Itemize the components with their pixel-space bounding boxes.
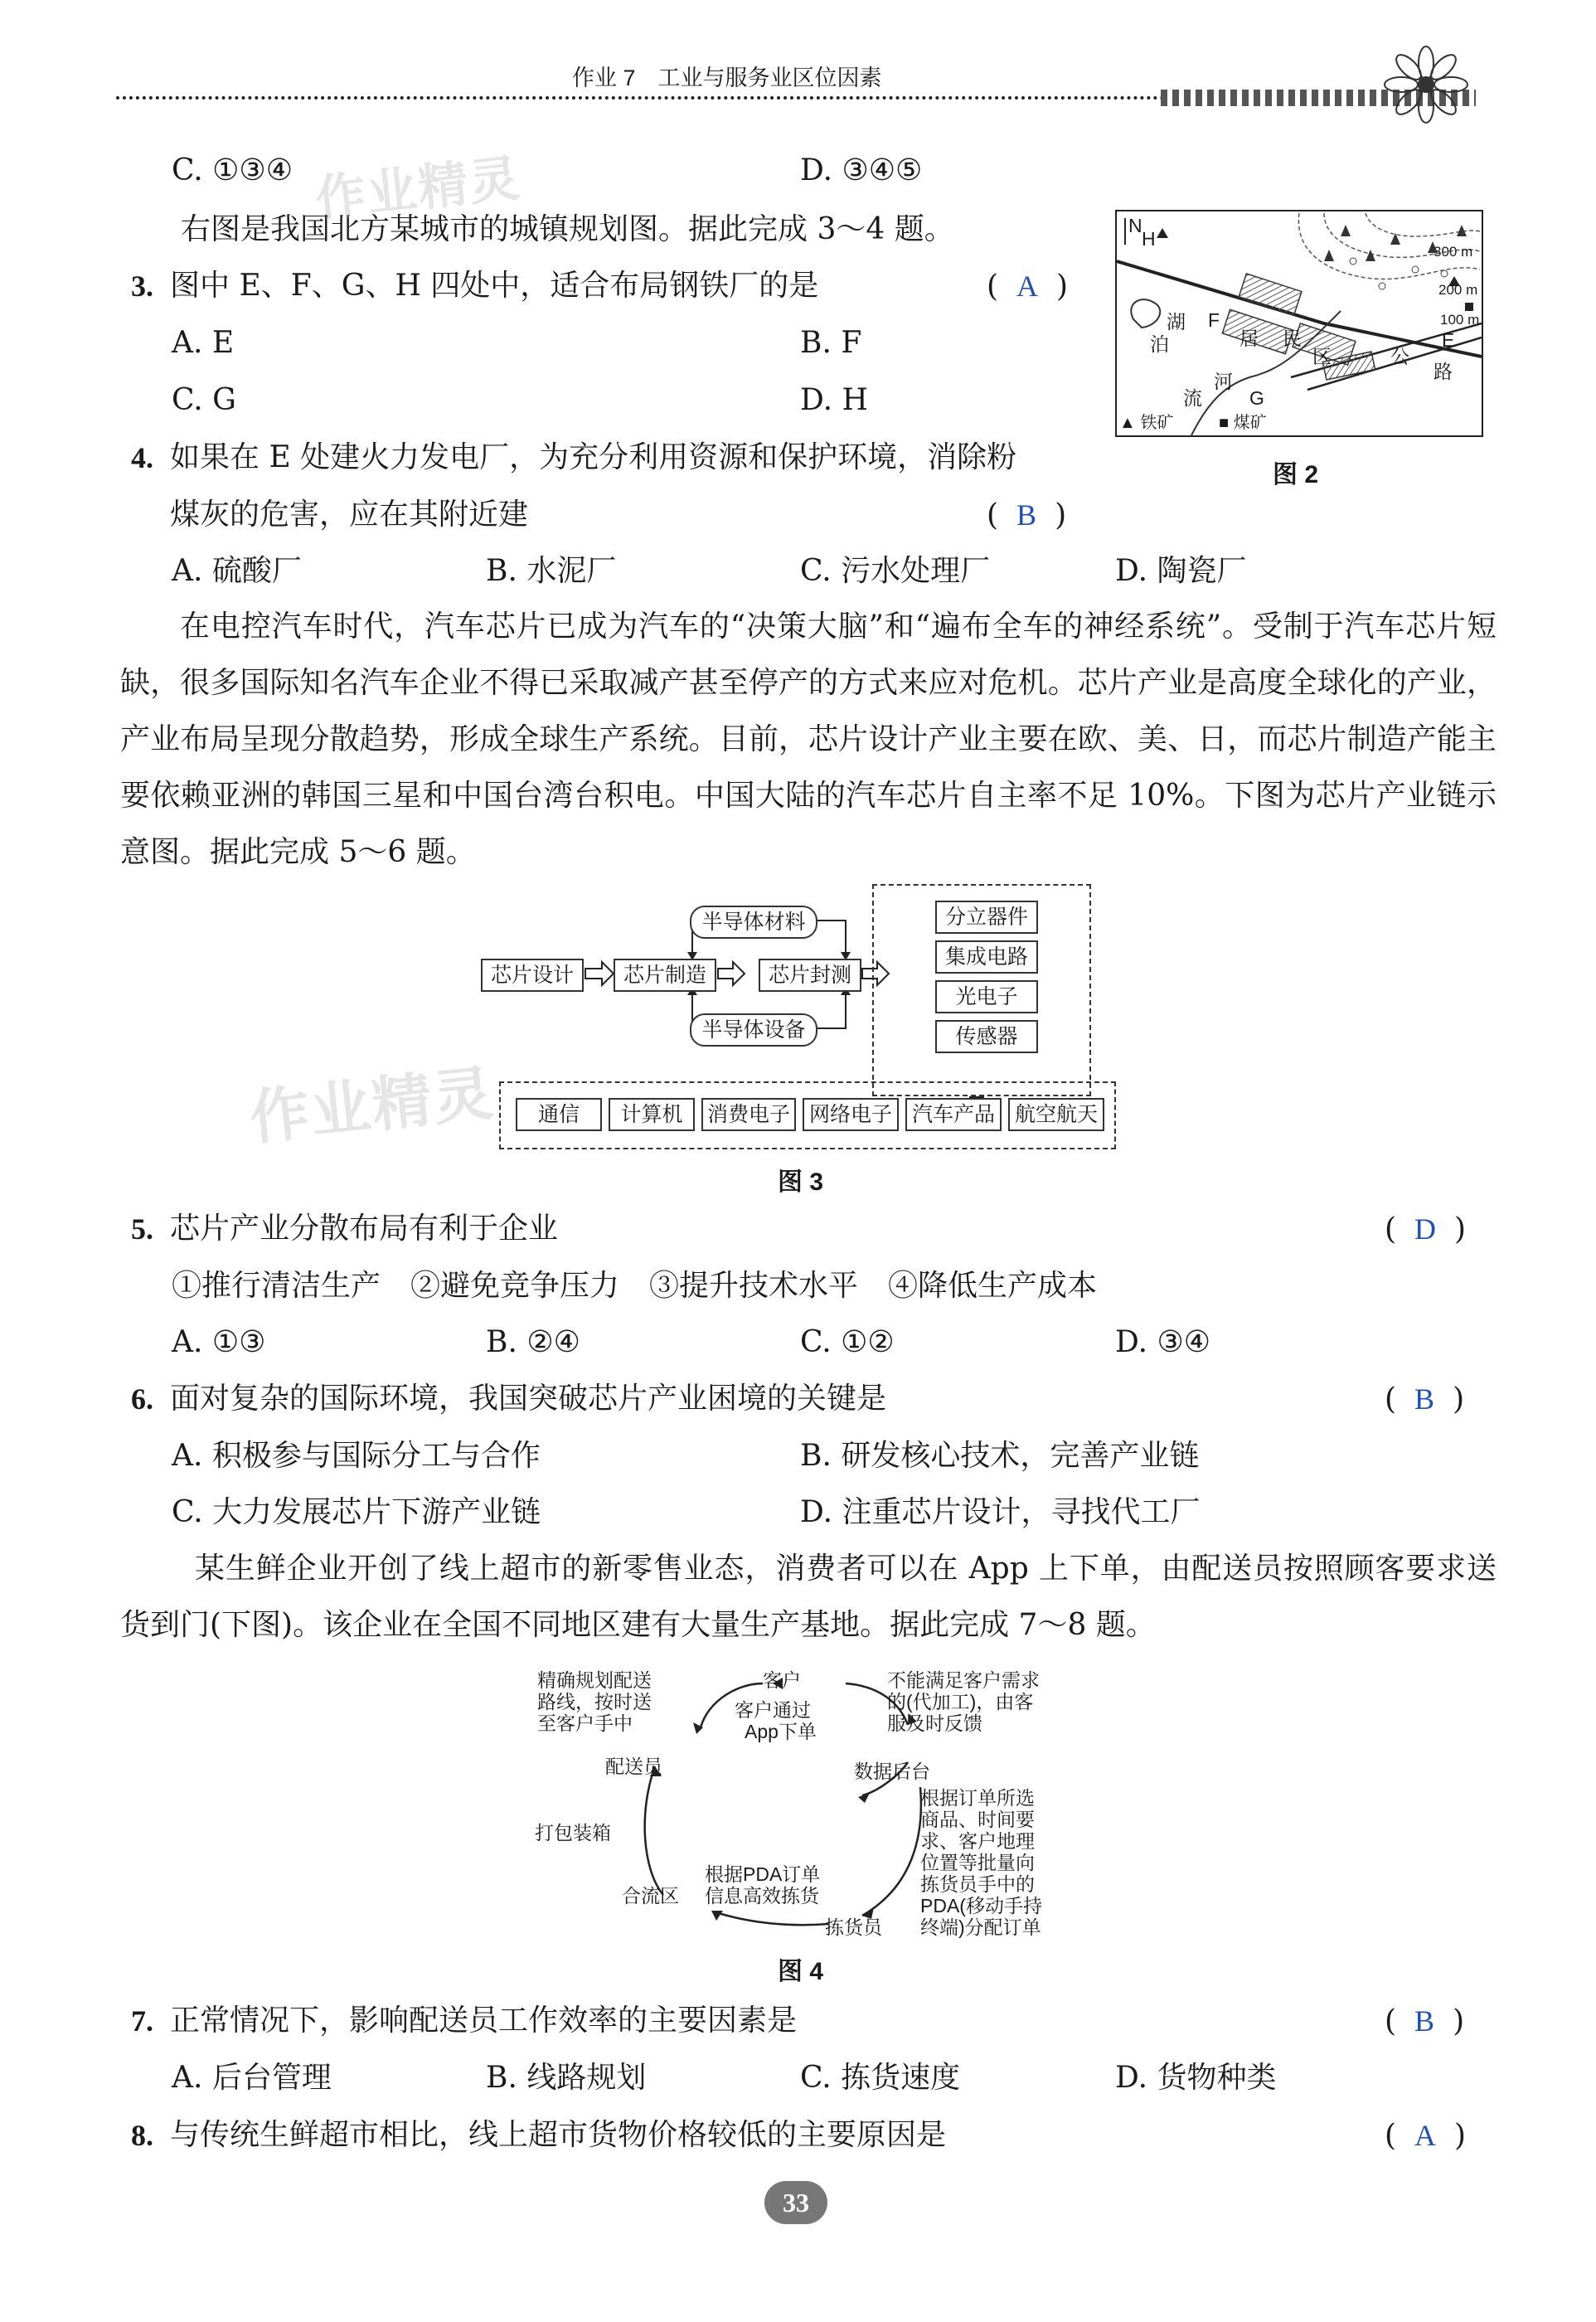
fig4-note-assign-5: 拣货员手中的: [920, 1873, 1035, 1895]
q3-option-c: C. G: [172, 383, 236, 417]
q4-option-b: B. 水泥厂: [486, 554, 617, 588]
fig4-note-assign-1: 根据订单所选: [920, 1787, 1035, 1809]
map-label-f: F: [1208, 309, 1220, 331]
q4-option-a: A. 硫酸厂: [172, 554, 302, 588]
q4-answer: ( B ): [987, 498, 1067, 532]
q4-number: 4.: [131, 441, 153, 474]
page-number: 33: [764, 2181, 827, 2224]
map-label-h: H: [1142, 228, 1156, 250]
map-lake-2: 泊: [1150, 333, 1169, 355]
figure-4-diagram: [531, 1663, 1078, 1945]
figure-3-diagram: [481, 886, 1119, 1151]
q6-option-c: C. 大力发展芯片下游产业链: [172, 1495, 541, 1529]
fig4-merge: 合流区: [622, 1885, 679, 1907]
map-legend-coal: ■ 煤矿: [1219, 414, 1267, 432]
map-north: N: [1128, 215, 1142, 236]
q3-answer: ( A ): [987, 270, 1069, 304]
map-legend-iron: ▲ 铁矿: [1119, 414, 1174, 432]
fig4-note-assign-4: 位置等批量向: [920, 1852, 1035, 1873]
fig3-equipment: 半导体设备: [690, 1013, 817, 1047]
fig3-manufacture: 芯片制造: [614, 959, 716, 992]
iron-mine-icon: [1157, 228, 1168, 238]
map-lake-1: 湖: [1167, 311, 1186, 333]
map-road-2: 路: [1433, 361, 1453, 382]
q6-option-a: A. 积极参与国际分工与合作: [172, 1439, 541, 1473]
fig4-note-assign-3: 求、客户地理: [920, 1830, 1035, 1852]
q2-option-d: D. ③④⑤: [800, 153, 923, 187]
fig4-note-pack: 打包装箱: [535, 1822, 611, 1844]
fig4-note-order-1: 客户通过: [735, 1699, 811, 1721]
map-contour-100: 100 m: [1440, 312, 1480, 328]
fig4-note-feedback-3: 服及时反馈: [887, 1712, 982, 1734]
q5-option-d: D. ③④: [1115, 1325, 1211, 1359]
fig3-design: 芯片设计: [481, 959, 584, 992]
figure-2-caption: 图 2: [1273, 461, 1319, 488]
q3-option-d: D. H: [800, 383, 868, 417]
figure-2-map: [1115, 210, 1483, 437]
q6-answer: ( B ): [1385, 1382, 1465, 1416]
fig3-app-2: 计算机: [609, 1098, 695, 1131]
fig3-app-6: 航空航天: [1008, 1098, 1104, 1131]
fig4-customer: 客户: [763, 1669, 801, 1691]
fig4-picker: 拣货员: [825, 1916, 882, 1938]
fig4-backend: 数据后台: [854, 1761, 930, 1782]
q6-option-b: B. 研发核心技术，完善产业链: [800, 1439, 1200, 1473]
q6-stem: 面对复杂的国际环境，我国突破芯片产业困境的关键是: [170, 1382, 887, 1416]
q7-number: 7.: [131, 2004, 153, 2038]
q3-stem: 图中 E、F、G、H 四处中，适合布局钢铁厂的是: [170, 269, 819, 303]
q4-answer-value: B: [1016, 498, 1037, 532]
fig4-note-assign-6: PDA(移动手持: [920, 1895, 1042, 1916]
passage-7-8: 某生鲜企业开创了线上超市的新零售业态，消费者可以在 App 上下单，由配送员按照顾客要求送货到门(下图)。该企业在全国不同地区建有大量生产基地。据此完成 7～8 题。: [120, 1552, 1497, 1642]
q7-option-a: A. 后台管理: [172, 2061, 332, 2095]
map-label-e: E: [1442, 329, 1455, 351]
fig4-note-route-1: 精确规划配送: [537, 1669, 652, 1691]
intro-3-4: 右图是我国北方某城市的城镇规划图。据此完成 3～4 题。: [181, 212, 954, 246]
fig3-product-1: 分立器件: [935, 901, 1038, 934]
fig4-note-pick-1: 根据PDA订单: [705, 1863, 821, 1885]
q8-answer: ( A ): [1385, 2119, 1467, 2153]
q4-option-c: C. 污水处理厂: [800, 554, 991, 588]
q4-option-d: D. 陶瓷厂: [1115, 554, 1247, 588]
fig4-note-feedback-2: 的(代加工)，由客: [887, 1691, 1034, 1712]
fig3-app-1: 通信: [516, 1098, 602, 1131]
figure-4-caption: 图 4: [778, 1958, 824, 1985]
watermark-2: 作业精灵: [313, 150, 524, 227]
q8-stem: 与传统生鲜超市相比，线上超市货物价格较低的主要原因是: [170, 2118, 947, 2152]
fig3-product-3: 光电子: [935, 980, 1038, 1013]
map-res-2: 民: [1283, 328, 1302, 349]
fig4-note-route-2: 路线，按时送: [537, 1691, 652, 1712]
q6-option-d: D. 注重芯片设计，寻找代工厂: [800, 1495, 1201, 1529]
fig3-app-5: 汽车产品: [905, 1098, 1002, 1131]
q5-option-b: B. ②④: [486, 1325, 580, 1359]
q5-option-a: A. ①③: [172, 1325, 266, 1359]
fig4-note-assign-2: 商品、时间要: [920, 1809, 1035, 1830]
fig4-note-order-2: App下单: [745, 1721, 817, 1742]
q8-number: 8.: [131, 2119, 153, 2152]
map-contour-300: 300 m: [1433, 244, 1473, 260]
flower-icon: [1376, 43, 1476, 126]
fig3-app-3: 消费电子: [701, 1098, 796, 1131]
map-road-1: 公: [1390, 346, 1409, 367]
map-res-3: 区: [1312, 346, 1332, 367]
q7-stem: 正常情况下，影响配送员工作效率的主要因素是: [170, 2004, 798, 2038]
q2-option-c: C. ①③④: [172, 153, 293, 187]
q5-option-c: C. ①②: [800, 1325, 895, 1359]
q6-number: 6.: [131, 1382, 153, 1416]
q7-answer: ( B ): [1385, 2004, 1465, 2038]
q5-answer: ( D ): [1385, 1212, 1467, 1246]
q3-option-b: B. F: [800, 326, 862, 360]
q7-option-b: B. 线路规划: [486, 2061, 647, 2095]
header-title: 作业 7 工业与服务业区位因素: [572, 66, 882, 90]
q4-stem-line2: 煤灰的危害，应在其附近建: [170, 498, 529, 532]
q7-answer-value: B: [1414, 2004, 1435, 2038]
map-contour-200: 200 m: [1438, 282, 1478, 298]
q3-answer-value: A: [1016, 270, 1039, 303]
q6-answer-value: B: [1414, 1382, 1435, 1416]
q7-option-c: C. 拣货速度: [800, 2061, 961, 2095]
fig3-product-2: 集成电路: [935, 940, 1038, 974]
fig4-note-assign-7: 终端)分配订单: [920, 1916, 1041, 1938]
passage-5-6: 在电控汽车时代，汽车芯片已成为汽车的“决策大脑”和“遍布全车的神经系统”。受制于汽车芯片短缺，很多国际知名汽车企业不得已采取减产甚至停产的方式来应对危机。芯片产业是高度全球化的产业，产业布局呈现分散趋势，形成全球生产系统。目前，芯片设计产业主要在欧、美、日，而芯片制造产能主要依赖亚洲的韩国三星和中国台湾台积电。中国大陆的汽车芯片自主率不足 10%。下图为芯片产业链示意图。据此完成 5～6 题。: [120, 610, 1497, 869]
fig3-product-4: 传感器: [935, 1020, 1038, 1053]
map-label-g: G: [1249, 387, 1264, 409]
q8-answer-value: A: [1414, 2119, 1437, 2152]
fig4-note-feedback-1: 不能满足客户需求: [887, 1669, 1040, 1691]
map-river-2: 河: [1214, 371, 1233, 392]
q4-stem-line1: 如果在 E 处建火力发电厂，为充分利用资源和保护环境，消除粉: [170, 440, 1017, 474]
fig4-note-pick-2: 信息高效拣货: [705, 1885, 819, 1907]
q3-number: 3.: [131, 270, 153, 303]
fig4-note-route-3: 至客户手中: [537, 1712, 633, 1734]
fig4-courier: 配送员: [605, 1756, 662, 1777]
fig3-material: 半导体材料: [690, 906, 817, 939]
figure-3-caption: 图 3: [778, 1168, 824, 1196]
q5-answer-value: D: [1414, 1212, 1437, 1246]
q5-number: 5.: [131, 1212, 153, 1246]
map-res-1: 居: [1239, 328, 1259, 349]
q5-statements: ①推行清洁生产 ②避免竞争压力 ③提升技术水平 ④降低生产成本: [172, 1269, 1098, 1303]
q7-option-d: D. 货物种类: [1115, 2061, 1277, 2095]
map-river-1: 流: [1183, 387, 1202, 409]
fig3-package: 芯片封测: [759, 959, 861, 992]
q5-stem: 芯片产业分散布局有利于企业: [170, 1212, 559, 1246]
fig3-app-4: 网络电子: [803, 1098, 899, 1131]
watermark-1: 作业精灵: [246, 1060, 498, 1153]
q3-option-a: A. E: [172, 326, 235, 360]
